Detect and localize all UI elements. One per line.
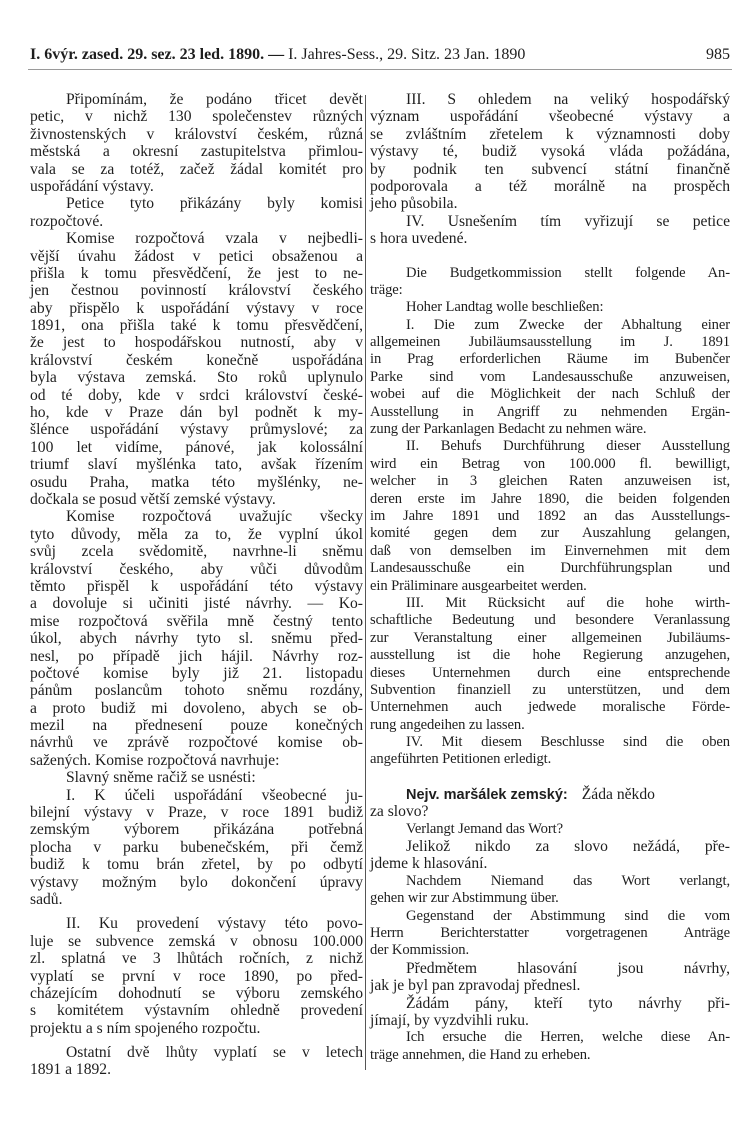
text-line: plocha v parku bubenečském, při čemž bbox=[30, 838, 363, 856]
text-line: zl. splatná ve 3 lhůtách ročních, z nichž bbox=[30, 950, 363, 968]
text-line: schaftliche Bedeutung und besondere Veranlassung bbox=[370, 612, 730, 629]
text-line: aby přispělo k uspořádání výstavy v roce bbox=[30, 299, 363, 317]
text-line: osudu Praha, matka této myšlénky, ne- bbox=[30, 473, 363, 491]
text-line: triumf slaví myšlénka tato, avšak řízením bbox=[30, 456, 363, 474]
paragraph bbox=[30, 91, 363, 195]
paragraph bbox=[370, 1029, 730, 1064]
text-line: Gegenstand der Abstimmung sind die vom bbox=[406, 907, 730, 924]
text-line: jeho působila. bbox=[370, 195, 458, 213]
text-line: význam uspořádání všeobecné výstavy a bbox=[370, 108, 730, 126]
text-line: jímají, by vyzdvihli ruku. bbox=[370, 1011, 529, 1029]
text-line: zemským výborem přikázána potřebná bbox=[30, 821, 363, 839]
text-line: projektu a s ním spojeného rozpočtu. bbox=[30, 1019, 261, 1037]
text-line: cházejícím dohodnutí se výboru zemského bbox=[30, 984, 363, 1002]
text-line: petic, v nichž 130 společenstev různých bbox=[30, 108, 363, 126]
text-line: uspořádání výstavy. bbox=[30, 177, 154, 195]
text-line: zur Veranstaltung einer allgemeinen Jubiläums- bbox=[370, 629, 730, 646]
text-line: Die Budgetkommission stellt folgende An- bbox=[406, 264, 730, 281]
text-line: III. S ohledem na veliký hospodářský bbox=[406, 91, 730, 108]
text-line: IV. Mit diesem Beschlusse sind die oben bbox=[406, 734, 730, 751]
paragraph bbox=[370, 821, 730, 838]
text-line: dieses Unternehmen durch eine entsprechende bbox=[370, 664, 730, 681]
text-line: der Kommission. bbox=[370, 942, 470, 959]
text-line: tyto důvody, měla za to, že vyplní úkol bbox=[30, 525, 363, 543]
text-line: Ich ersuche die Herren, welche diese An- bbox=[406, 1029, 730, 1046]
text-line: rung angedeihen zu lassen. bbox=[370, 716, 525, 733]
paragraph bbox=[30, 508, 363, 769]
speaker-paragraph bbox=[370, 786, 730, 821]
paragraph bbox=[370, 265, 730, 300]
text-line: Petice tyto přikázány byly komisi bbox=[66, 195, 363, 213]
text-line: Připomínám, že podáno třicet devět bbox=[66, 91, 363, 108]
text-line: Ostatní dvě lhůty vyplatí se v letech bbox=[66, 1044, 363, 1062]
paragraph bbox=[370, 908, 730, 960]
text-line: in Prag erforderlichen Räume im Bubenčer bbox=[370, 351, 730, 368]
speaker-name: Nejv. maršálek zemský: bbox=[406, 786, 568, 803]
paragraph bbox=[30, 195, 363, 230]
speech-text: Žáda někdo bbox=[581, 785, 655, 803]
text-line: sadů. bbox=[30, 890, 63, 908]
text-line: dočkala se posud větší zemské výstavy. bbox=[30, 490, 276, 508]
text-line: Nachdem Niemand das Wort verlangt, bbox=[406, 872, 730, 889]
column-divider bbox=[365, 95, 366, 1070]
paragraph bbox=[370, 438, 730, 595]
text-line: s hora uvedené. bbox=[370, 230, 468, 248]
text-line: gehen wir zur Abstimmung über. bbox=[370, 890, 559, 907]
text-line: Předmětem hlasování jsou návrhy, bbox=[406, 959, 730, 977]
text-line: luje se subvence zemská v obnosu 100.000 bbox=[30, 932, 363, 950]
text-line: komité gegen dem zur Auszahlung gelangen, bbox=[370, 525, 730, 542]
paragraph bbox=[370, 317, 730, 439]
text-line: Herrn Berichterstatter vorgetragenen Anträge bbox=[370, 924, 730, 941]
page-number: 985 bbox=[706, 46, 730, 63]
text-line: mise rozpočtová svěřila mně čestný tento bbox=[30, 612, 363, 630]
text-line: živnostenských v království českém, různá bbox=[30, 125, 363, 143]
text-line: deren erste im Jahre 1890, die beiden folgenden bbox=[370, 490, 730, 507]
text-line: a dovoluje si učiniti jisté návrhy. — Ko- bbox=[30, 595, 363, 613]
text-line: Komise rozpočtová vzala v nejbedli- bbox=[66, 230, 363, 248]
text-line: bilejní výstavy v Praze, v roce 1891 budiž bbox=[30, 804, 363, 822]
text-line: jdeme k hlasování. bbox=[370, 855, 488, 873]
left-column bbox=[30, 91, 363, 1079]
text-line: träge: bbox=[370, 281, 403, 298]
paragraph bbox=[370, 873, 730, 908]
text-line: Landesausschuße ein Durchführungsplan und bbox=[370, 560, 730, 577]
text-line: byla výstava zemská. Sto roků uplynulo bbox=[30, 369, 363, 387]
text-line: ausstellung ist die hohe Regierung anzugehen, bbox=[370, 647, 730, 664]
text-line: I. K účeli uspořádání všeobecné ju- bbox=[66, 786, 363, 804]
text-line: Ausstellung in Angriff zu nehmenden Ergän- bbox=[370, 403, 730, 420]
text-line: přišla k tomu přesvědčení, že jest to ne- bbox=[30, 264, 363, 282]
text-line: od té doby, kde v srdci království české- bbox=[30, 386, 363, 404]
text-line: podporovala a též morálně na prospěch bbox=[370, 177, 730, 195]
text-line: im Jahre 1891 und 1892 an das Ausstellungs- bbox=[370, 507, 730, 524]
text-line: zung der Parkanlagen Bedacht zu nehmen wäre. bbox=[370, 421, 647, 438]
text-line: návrhů ve zprávě rozpočtové komise ob- bbox=[30, 734, 363, 752]
text-line: Parke sind vom Landesausschuße anzuweisen, bbox=[370, 368, 730, 385]
text-line: sažených. Komise rozpočtová navrhuje: bbox=[30, 751, 280, 769]
paragraph bbox=[370, 995, 730, 1030]
paragraph bbox=[370, 91, 730, 213]
paragraph bbox=[30, 230, 363, 508]
text-line: Subvention finanziell zu unterstützen, und dem bbox=[370, 681, 730, 698]
paragraph bbox=[370, 960, 730, 995]
running-header bbox=[30, 46, 730, 66]
text-line: vala se za totéž, začež žádal komitét pro bbox=[30, 160, 363, 178]
text-line: wird ein Betrag von 100.000 fl. bewilligt, bbox=[370, 455, 730, 472]
paragraph bbox=[30, 915, 363, 1037]
text-line: Komise rozpočtová uvažujíc všecky bbox=[66, 508, 363, 526]
text-line: šlénce uspořádání výstavy průmyslové; za bbox=[30, 421, 363, 439]
text-line: výstavy možným bylo dokončení úpravy bbox=[30, 873, 363, 891]
paragraph bbox=[30, 769, 363, 786]
text-line: Hoher Landtag wolle beschließen: bbox=[406, 299, 604, 316]
text-line: 100 let vidíme, pánové, jak kolossální bbox=[30, 438, 363, 456]
text-line: městská a okresní zastupitelstva přimlou- bbox=[30, 143, 363, 161]
text-line: království českého, aby vůči důvodům bbox=[30, 560, 363, 578]
text-line: Žádám pány, kteří tyto návrhy při- bbox=[406, 994, 730, 1012]
text-line: IV. Usnešením tím vyřizují se petice bbox=[406, 212, 730, 230]
text-line: träge annehmen, die Hand zu erheben. bbox=[370, 1046, 591, 1063]
text-line: že jest to hospodářskou nutností, aby v bbox=[30, 334, 363, 352]
text-line: allgemeinen Jubiläumsausstellung im J. 1891 bbox=[370, 334, 730, 351]
text-line: I. Die zum Zwecke der Abhaltung einer bbox=[406, 316, 730, 333]
paragraph bbox=[30, 1044, 363, 1079]
text-line: vější úvahu žádost v petici obsaženou a bbox=[30, 247, 363, 265]
text-line: II. Behufs Durchführung dieser Ausstellung bbox=[406, 438, 730, 455]
text-line: mezil na přednesení pouze konečných bbox=[30, 717, 363, 735]
text-line: výstavy té, budiž vysoká vláda požádána, bbox=[370, 143, 730, 161]
text-line: by podnik ten subvencí státní finančně bbox=[370, 160, 730, 178]
header-german: I. Jahres-Sess., 29. Sitz. 23 Jan. 1890 bbox=[288, 46, 526, 63]
header-rule bbox=[28, 69, 732, 70]
text-line: wobei auf die Möglichkeit der nach Schluß der bbox=[370, 386, 730, 403]
text-line bbox=[370, 786, 730, 803]
text-line: ho, kde v Praze dán byl podnět k my- bbox=[30, 404, 363, 422]
text-line: jak je byl pan zpravodaj přednesl. bbox=[370, 977, 581, 995]
text-line: těmto přispěl k uspořádání této výstavy bbox=[30, 577, 363, 595]
text-line: Slavný sněme račiž se usnésti: bbox=[66, 769, 256, 787]
header-czech: I. 6výr. zased. 29. sez. 23 led. 1890. — bbox=[30, 46, 285, 63]
text-line: pánům poslancům tohoto sněmu rozdány, bbox=[30, 682, 363, 700]
text-line: 1891, ona přišla také k tomu přesvědčení, bbox=[30, 317, 363, 335]
paragraph bbox=[370, 838, 730, 873]
text-line: II. Ku provedení výstavy této povo- bbox=[66, 915, 363, 933]
text-line: Unternehmen auch jedwede moralische Förde- bbox=[370, 699, 730, 716]
text-line: Jelikož nikdo za slovo nežádá, pře- bbox=[406, 838, 730, 856]
text-line: za slovo? bbox=[370, 803, 429, 821]
text-line: svůj zcela svědomitě, navrhne-li sněmu bbox=[30, 543, 363, 561]
text-line: vyplatí se první v roce 1890, po před- bbox=[30, 967, 363, 985]
text-line: jen čestnou povinností království českého bbox=[30, 282, 363, 300]
text-line: Verlangt Jemand das Wort? bbox=[406, 820, 563, 837]
paragraph bbox=[370, 595, 730, 734]
text-line: království českém konečně uspořádána bbox=[30, 351, 363, 369]
text-line: nesl, po případě jich hájil. Návrhy roz- bbox=[30, 647, 363, 665]
text-line: ein Präliminare ausgearbeitet werden. bbox=[370, 577, 587, 594]
paragraph bbox=[370, 299, 730, 316]
text-line: se zvláštním zřetelem k významnosti doby bbox=[370, 125, 730, 143]
paragraph bbox=[370, 213, 730, 248]
text-line: angeführten Petitionen erledigt. bbox=[370, 751, 552, 768]
text-line: úkol, abych návrhy tyto sl. sněmu před- bbox=[30, 630, 363, 648]
right-column bbox=[370, 91, 730, 1064]
text-line: a proto budiž mi dovoleno, abych se ob- bbox=[30, 699, 363, 717]
text-line: daß von demselben im Einvernehmen mit dem bbox=[370, 542, 730, 559]
text-line: budiž k tomu brán zřetel, by po odbytí bbox=[30, 856, 363, 874]
paragraph bbox=[370, 734, 730, 769]
text-line: III. Mit Rücksicht auf die hohe wirth- bbox=[406, 594, 730, 611]
text-line: s komitétem výstavním ohledně provedení bbox=[30, 1002, 363, 1020]
text-line: welcher in 3 gleichen Raten anzuweisen ist, bbox=[370, 473, 730, 490]
paragraph bbox=[30, 787, 363, 909]
text-line: rozpočtové. bbox=[30, 212, 104, 230]
text-line: počtové komise byly již 21. listopadu bbox=[30, 664, 363, 682]
text-line: 1891 a 1892. bbox=[30, 1061, 111, 1079]
